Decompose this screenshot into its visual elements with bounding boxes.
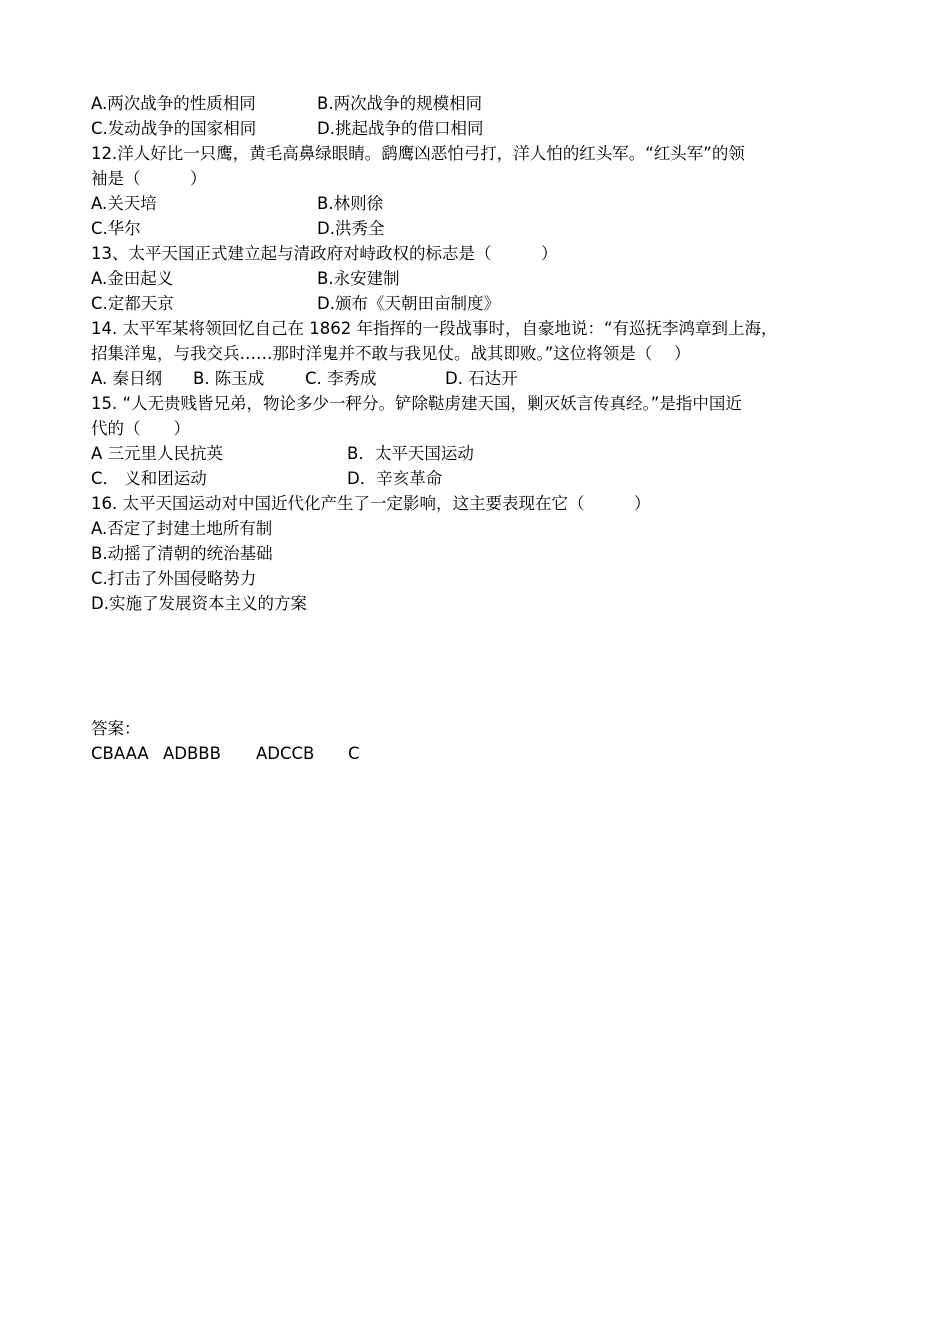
q13-option-d: D.颁布《天朝田亩制度》: [317, 294, 500, 313]
q13-options-row-1: [91, 266, 866, 291]
q15-stem-line-2: 代的（ ）: [91, 419, 190, 438]
q16-option-a: A.否定了封建土地所有制: [91, 519, 273, 538]
q15-option-c: C． 义和团运动: [91, 469, 207, 488]
q16-stem: 16. 太平天国运动对中国近代化产生了一定影响，这主要表现在它（ ）: [91, 494, 651, 513]
q14-option-d: D. 石达开: [445, 369, 518, 388]
q12-option-d: D.洪秀全: [317, 219, 385, 238]
q15-stem-line-1: 15. “人无贵贱皆兄弟，物论多少一秤分。铲除鞑虏建天国，剿灭妖言传真经。”是指中国近: [91, 394, 742, 413]
q11-option-a: A.两次战争的性质相同: [91, 94, 256, 113]
q13-options-row-2: [91, 291, 866, 316]
q15-options-row-2: [91, 466, 866, 491]
q16-option-b: B.动摇了清朝的统治基础: [91, 544, 273, 563]
q14-stem-line-2: 招集洋鬼，与我交兵……那时洋鬼并不敢与我见仗。战其即败。”这位将领是（ ）: [91, 344, 691, 363]
q11-options-row-1: [91, 91, 866, 116]
q14-option-c: C. 李秀成: [305, 369, 377, 388]
q12-option-c: C.华尔: [91, 219, 141, 238]
q16-option-d: D.实施了发展资本主义的方案: [91, 594, 307, 613]
q12-options-row-1: [91, 191, 866, 216]
q11-option-d: D.挑起战争的借口相同: [317, 119, 484, 138]
q15-option-a: A 三元里人民抗英: [91, 444, 224, 463]
document-page: [91, 91, 866, 766]
answers-group-3: ADCCB: [256, 744, 315, 763]
answers-label: 答案：: [91, 719, 141, 738]
blank-gap: [91, 616, 866, 716]
answers-group-2: ADBBB: [163, 744, 221, 763]
q15-options-row-1: [91, 441, 866, 466]
q14-option-b: B. 陈玉成: [193, 369, 265, 388]
q11-option-b: B.两次战争的规模相同: [317, 94, 483, 113]
q13-option-c: C.定都天京: [91, 294, 174, 313]
q13-stem: 13、太平天国正式建立起与清政府对峙政权的标志是（ ）: [91, 244, 558, 263]
q13-option-b: B.永安建制: [317, 269, 400, 288]
answers-row: [91, 741, 866, 766]
q14-option-a: A. 秦日纲: [91, 369, 162, 388]
answers-group-1: CBAAA: [91, 744, 149, 763]
q12-stem-line-2: 袖是（ ）: [91, 169, 207, 188]
q14-options-row: [91, 366, 866, 391]
q12-option-b: B.林则徐: [317, 194, 384, 213]
q15-option-d: D．辛亥革命: [347, 469, 443, 488]
q14-stem-line-1: 14. 太平军某将领回忆自己在 1862 年指挥的一段战事时，自豪地说：“有巡抚李鸿章到上海，: [91, 319, 778, 338]
answers-group-4: C: [348, 744, 360, 763]
q11-option-c: C.发动战争的国家相同: [91, 119, 257, 138]
q16-option-c: C.打击了外国侵略势力: [91, 569, 257, 588]
q12-stem-line-1: 12.洋人好比一只鹰，黄毛高鼻绿眼睛。鹞鹰凶恶怕弓打，洋人怕的红头军。“红头军”的领: [91, 144, 745, 163]
q13-option-a: A.金田起义: [91, 269, 174, 288]
q12-option-a: A.关天培: [91, 194, 157, 213]
q11-options-row-2: [91, 116, 866, 141]
q12-options-row-2: [91, 216, 866, 241]
q15-option-b: B．太平天国运动: [347, 444, 474, 463]
